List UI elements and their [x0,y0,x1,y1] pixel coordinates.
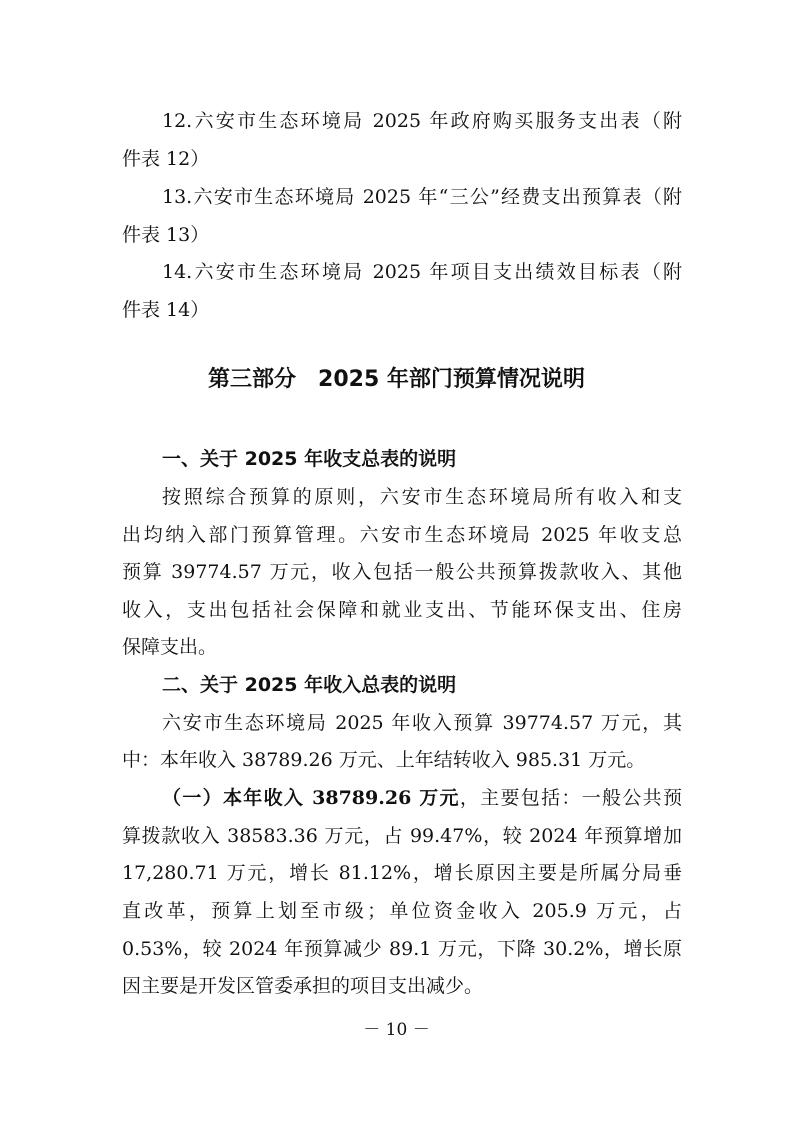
subsection1-text: ，主要包括：一般公共预 [459,787,682,809]
subsection1-line: 因主要是开发区管委承担的项目支出减少。 [122,975,484,997]
list-item-14-line1: 14.六安市生态环境局 2025 年项目支出绩效目标表（附 [162,261,682,283]
section1-line: 按照综合预算的原则，六安市生态环境局所有收入和支 [162,486,682,508]
page-number: － 10 － [363,1020,430,1040]
part-title: 第三部分 2025 年部门预算情况说明 [208,367,585,392]
section1-line: 收入，支出包括社会保障和就业支出、节能环保支出、住房 [122,599,682,621]
subsection1-title: （一）本年收入 38789.26 万元 [162,787,460,809]
list-item-12-line2: 件表 12） [122,148,210,170]
list-item-14-line2: 件表 14） [122,299,210,321]
section1-line: 保障支出。 [122,636,218,658]
list-item-12-line1: 12.六安市生态环境局 2025 年政府购买服务支出表（附 [162,110,682,132]
section1-line: 出均纳入部门预算管理。六安市生态环境局 2025 年收支总 [122,524,682,546]
subsection1-line: 算拨款收入 38583.36 万元，占 99.47%，较 2024 年预算增加 [122,825,682,847]
section1-heading: 一、关于 2025 年收支总表的说明 [162,448,457,470]
section1-line: 预算 39774.57 万元，收入包括一般公共预算拨款收入、其他 [122,561,682,583]
subsection1-line: 17,280.71 万元，增长 81.12%，增长原因主要是所属分局垂 [122,862,682,884]
list-item-13-line1: 13.六安市生态环境局 2025 年“三公”经费支出预算表（附 [162,186,682,208]
section2-line: 中：本年收入 38789.26 万元、上年结转收入 985.31 万元。 [122,749,646,771]
subsection1-line [162,785,682,811]
subsection1-line: 0.53%，较 2024 年预算减少 89.1 万元，下降 30.2%，增长原 [122,938,682,960]
list-item-13-line2: 件表 13） [122,224,210,246]
subsection1-line: 直改革，预算上划至市级；单位资金收入 205.9 万元，占 [122,900,682,922]
section2-line: 六安市生态环境局 2025 年收入预算 39774.57 万元，其 [162,712,682,734]
section2-heading: 二、关于 2025 年收入总表的说明 [162,674,457,696]
